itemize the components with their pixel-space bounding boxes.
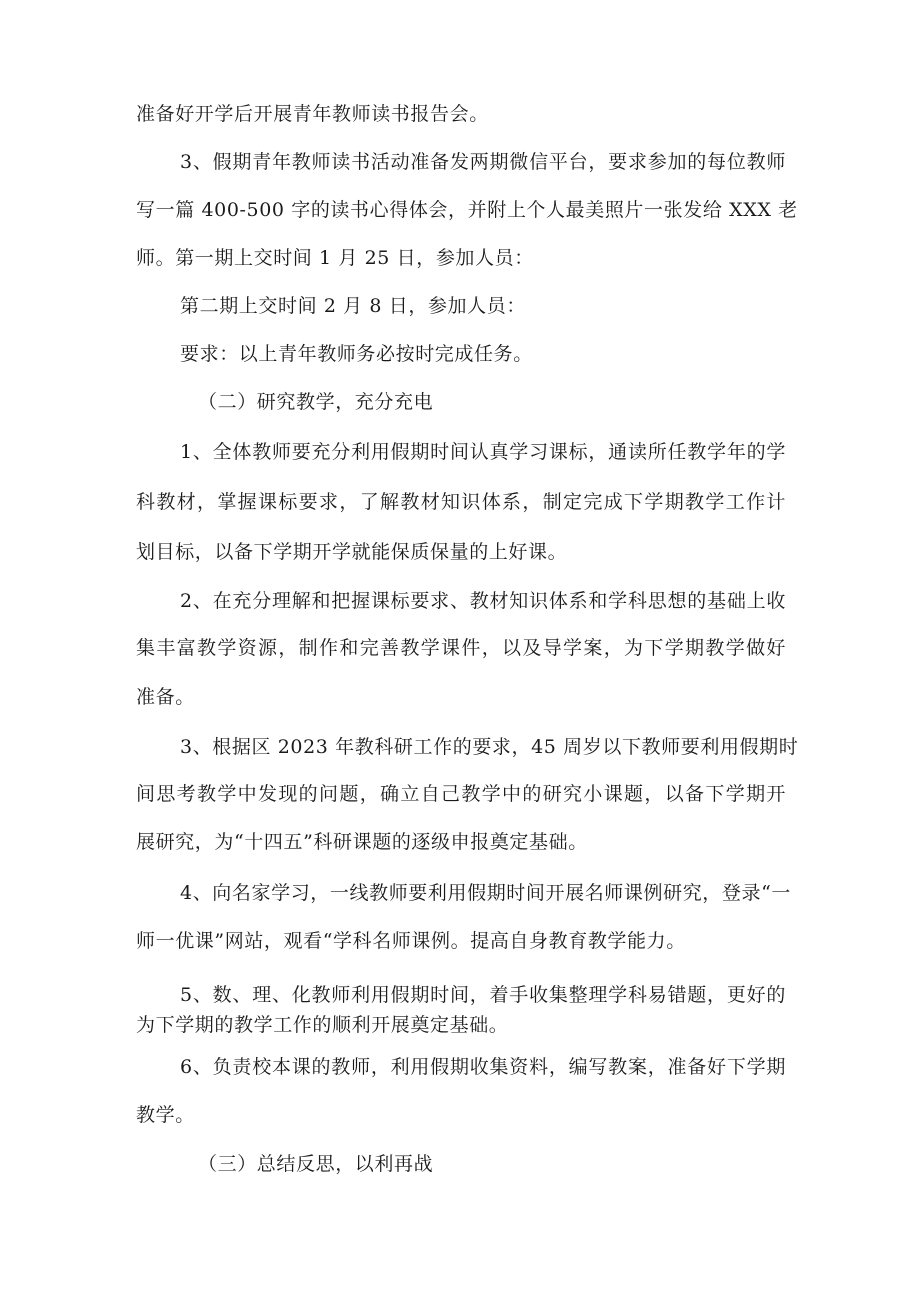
paragraph-line: 6、负责校本课的教师，利用假期收集资料，编写教案，准备好下学期 (180, 1056, 786, 1078)
paragraph-line: 第二期上交时间 2 月 8 日，参加人员： (180, 295, 526, 317)
paragraph-line: 师一优课”网站，观看“学科名师课例。提高自身教育教学能力。 (136, 930, 686, 952)
paragraph-line: 师。第一期上交时间 1 月 25 日，参加人员： (136, 247, 534, 269)
paragraph-line: 3、根据区 2023 年教科研工作的要求，45 周岁以下教师要利用假期时 (180, 736, 799, 758)
paragraph-line: 科教材，掌握课标要求，了解教材知识体系，制定完成下学期教学工作计 (136, 491, 786, 513)
paragraph-line: 准备。 (136, 686, 195, 708)
paragraph-line: 划目标，以备下学期开学就能保质保量的上好课。 (136, 541, 568, 563)
paragraph-line: 要求：以上青年教师务必按时完成任务。 (180, 343, 533, 365)
paragraph-line: 5、数、理、化教师利用假期时间，着手收集整理学科易错题，更好的 (180, 984, 786, 1006)
paragraph-line: 2、在充分理解和把握课标要求、教材知识体系和学科思想的基础上收 (180, 590, 786, 612)
paragraph-line: 准备好开学后开展青年教师读书报告会。 (136, 103, 489, 125)
section-heading: （二）研究教学，充分充电 (198, 391, 434, 413)
paragraph-line: 3、假期青年教师读书活动准备发两期微信平台，要求参加的每位教师 (180, 151, 786, 173)
paragraph-line: 展研究，为“十四五”科研课题的逐级申报奠定基础。 (136, 831, 588, 853)
paragraph-line: 间思考教学中发现的问题，确立自己教学中的研究小课题，以备下学期开 (136, 783, 786, 805)
paragraph-line: 教学。 (136, 1104, 195, 1126)
section-heading: （三）总结反思，以利再战 (198, 1153, 434, 1175)
paragraph-line: 写一篇 400-500 字的读书心得体会，并附上个人最美照片一张发给 XXX 老 (136, 199, 798, 221)
paragraph-line: 4、向名家学习，一线教师要利用假期时间开展名师课例研究，登录“一 (180, 882, 792, 904)
paragraph-line: 1、全体教师要充分利用假期时间认真学习课标，通读所任教学年的学 (180, 441, 786, 463)
paragraph-line: 为下学期的教学工作的顺利开展奠定基础。 (136, 1014, 509, 1036)
paragraph-line: 集丰富教学资源，制作和完善教学课件，以及导学案，为下学期教学做好 (136, 637, 786, 659)
